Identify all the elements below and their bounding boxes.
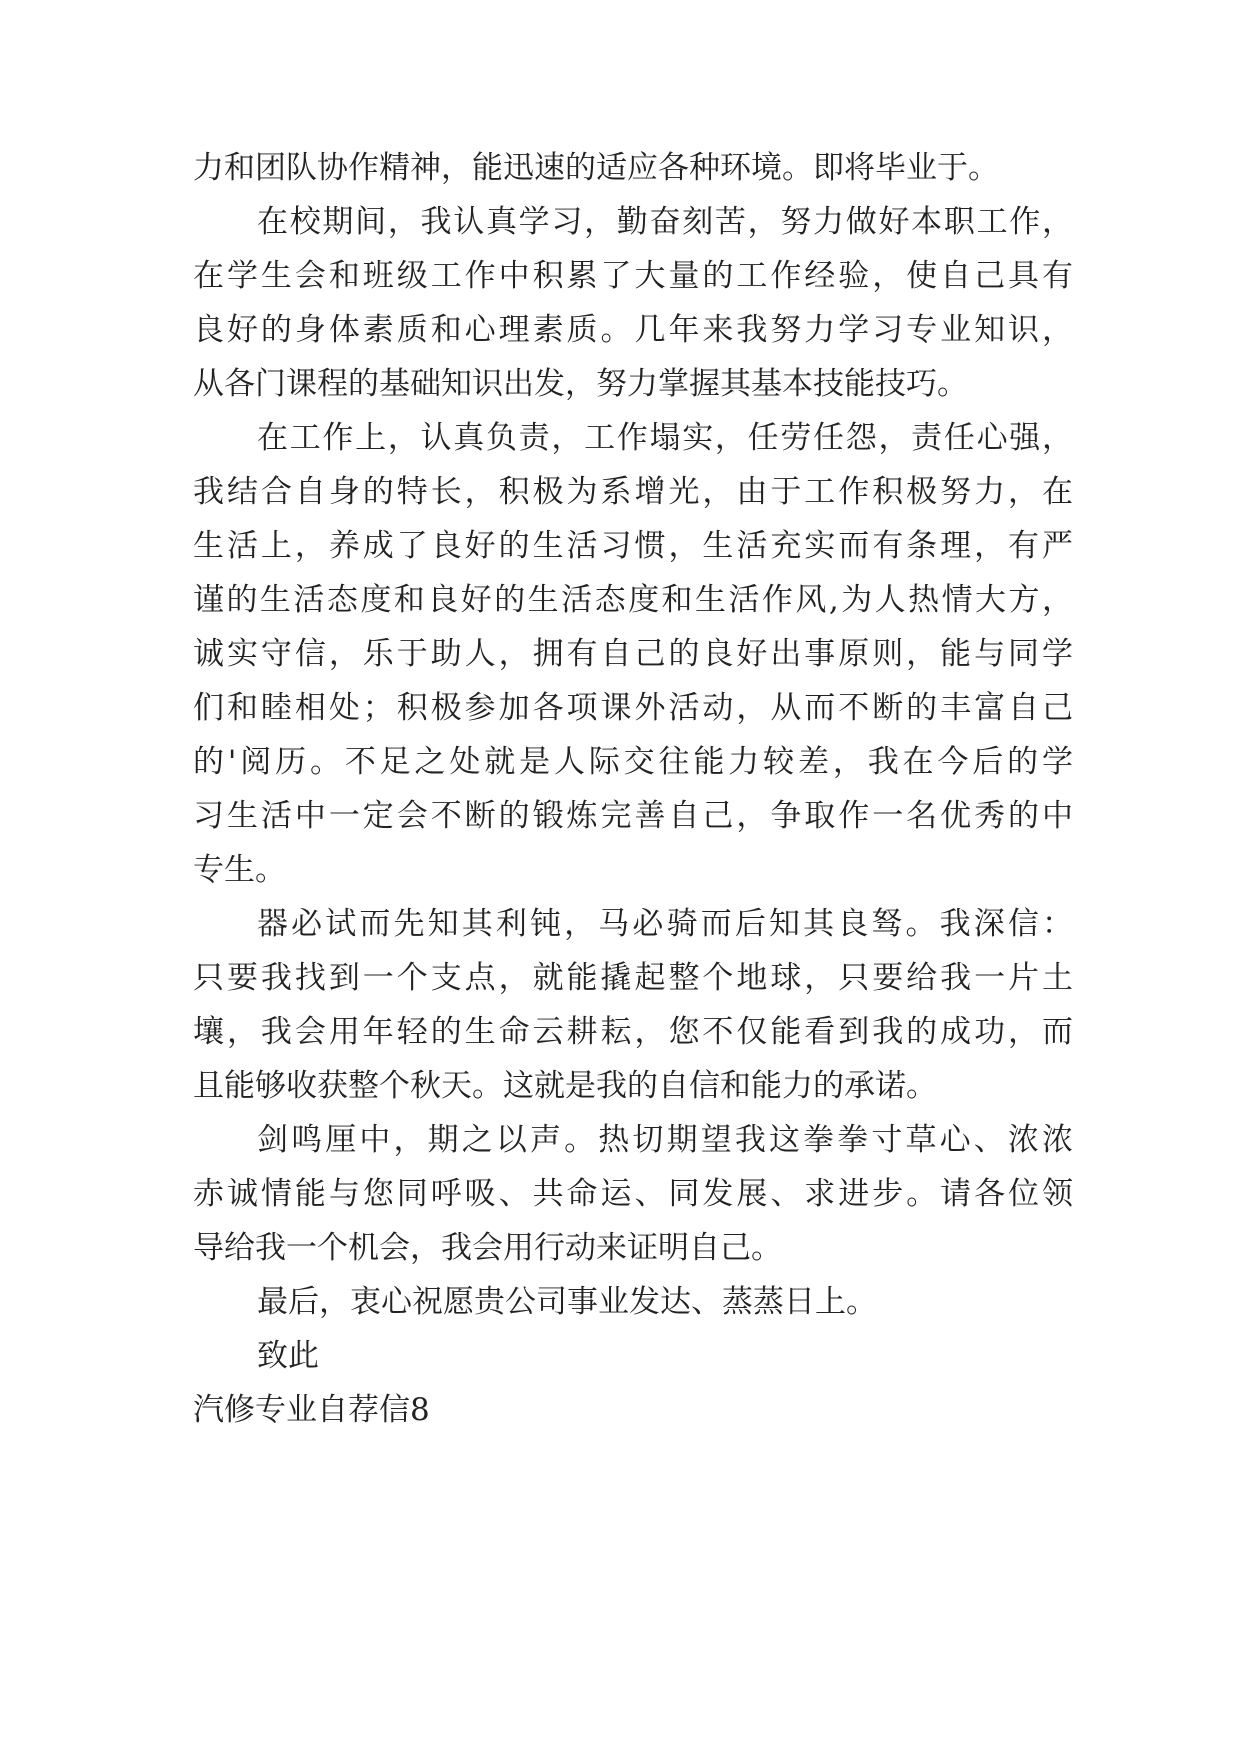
- body-text-line: 诚实守信，乐于助人，拥有自己的良好出事原则，能与同学: [193, 636, 1073, 672]
- body-text-line: 谨的生活态度和良好的生活态度和生活作风,为人热情大方，: [193, 582, 1073, 618]
- next-section-title: 汽修专业自荐信8: [193, 1392, 430, 1428]
- body-text-line: 的'阅历。不足之处就是人际交往能力较差，我在今后的学: [193, 744, 1073, 780]
- paragraph-first-line: 在校期间，我认真学习，勤奋刻苦，努力做好本职工作，: [257, 204, 1073, 240]
- closing-wish-line: 最后，衷心祝愿贵公司事业发达、蒸蒸日上。: [257, 1284, 877, 1320]
- body-text-line: 只要我找到一个支点，就能撬起整个地球，只要给我一片土: [193, 960, 1073, 996]
- body-text-line: 在学生会和班级工作中积累了大量的工作经验，使自己具有: [193, 258, 1073, 294]
- body-text-line: 专生。: [193, 852, 286, 888]
- body-text-line: 从各门课程的基础知识出发，努力掌握其基本技能技巧。: [193, 366, 968, 402]
- body-text-line: 力和团队协作精神，能迅速的适应各种环境。即将毕业于。: [193, 150, 999, 186]
- paragraph-first-line: 器必试而先知其利钝，马必骑而后知其良驽。我深信：: [257, 906, 1073, 942]
- body-text-line: 壤，我会用年轻的生命云耕耘，您不仅能看到我的成功，而: [193, 1014, 1073, 1050]
- body-text-line: 习生活中一定会不断的锻炼完善自己，争取作一名优秀的中: [193, 798, 1073, 834]
- body-text-line: 赤诚情能与您同呼吸、共命运、同发展、求进步。请各位领: [193, 1176, 1073, 1212]
- body-text-line: 良好的身体素质和心理素质。几年来我努力学习专业知识，: [193, 312, 1073, 348]
- body-text-line: 生活上，养成了良好的生活习惯，生活充实而有条理，有严: [193, 528, 1073, 564]
- paragraph-first-line: 在工作上，认真负责，工作塌实，任劳任怨，责任心强，: [257, 420, 1073, 456]
- body-text-line: 且能够收获整个秋天。这就是我的自信和能力的承诺。: [193, 1068, 937, 1104]
- body-text-line: 我结合自身的特长，积极为系增光，由于工作积极努力，在: [193, 474, 1073, 510]
- paragraph-first-line: 剑鸣厘中，期之以声。热切期望我这拳拳寸草心、浓浓: [257, 1122, 1073, 1158]
- body-text-line: 导给我一个机会，我会用行动来证明自己。: [193, 1230, 782, 1266]
- body-text-line: 们和睦相处；积极参加各项课外活动，从而不断的丰富自己: [193, 690, 1073, 726]
- salutation-line: 致此: [257, 1338, 319, 1374]
